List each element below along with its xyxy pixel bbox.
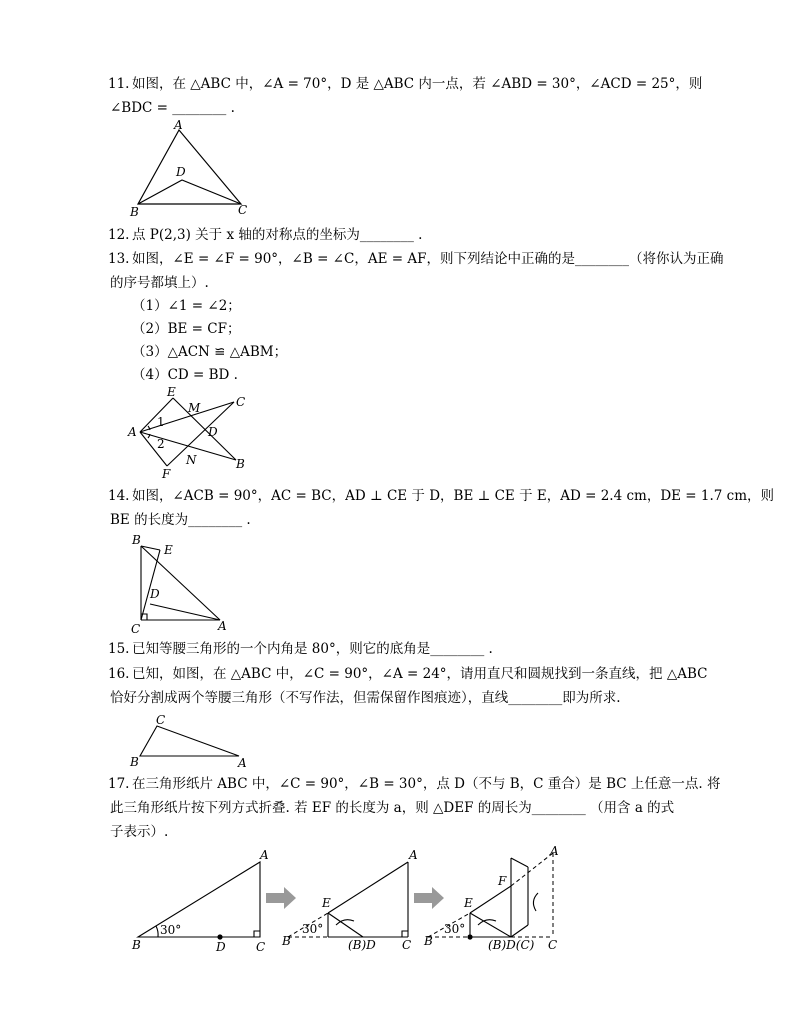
figure-q17-folding [128,845,668,957]
question-text: 子表示）. [110,824,169,840]
label-A: A [174,118,183,132]
question-text: 点 P(2,3) 关于 x 轴的对称点的坐标为________ . [132,227,423,243]
question-number: 17. [108,776,130,792]
label-A: A [218,619,227,633]
question-text: 在三角形纸片 ABC 中，∠C = 90°，∠B = 30°，点 D（不与 B，C 重合）是 BC 上任意一点. 将 [132,776,721,792]
label-angle: 30° [160,923,182,937]
question-text: 已知，如图，在 △ABC 中，∠C = 90°，∠A = 24°，请用直尺和圆规找到一条直线，把 △ABC [132,666,708,682]
question-text: 如图，∠ACB = 90°，AC = BC，AD ⊥ CE 于 D，BE ⊥ CE 于 E，AD = 2.4 cm，DE = 1.7 cm，则 [132,488,775,504]
label-C: C [402,938,412,952]
question-number: 15. [108,641,130,657]
label-B: B [236,457,245,471]
label-A: A [409,848,418,862]
option-1: （1）∠1 = ∠2； [132,298,241,314]
arrow-right-icon [414,887,444,909]
label-A: A [550,845,559,858]
label-angle: 30° [302,922,324,936]
figure-q11-triangle [128,118,258,220]
label-angle-2: 2 [157,437,165,451]
label-D: D [176,165,186,179]
label-A: A [260,848,269,862]
option-2: （2）BE = CF； [132,321,241,337]
label-D: D [216,940,226,954]
label-B: B [130,755,139,769]
label-E: E [464,896,473,910]
label-B: B [424,934,433,948]
label-E: E [167,385,176,399]
label-B: B [132,533,141,547]
label-N: N [186,453,197,467]
label-B: B [282,934,291,948]
label-BDC: (B)D(C) [488,938,535,952]
label-E: E [322,896,331,910]
question-number: 12. [108,227,130,243]
question-text: 如图，∠E = ∠F = 90°，∠B = ∠C，AE = AF，则下列结论中正确的是________（将你认为正确 [132,251,724,267]
label-E: E [164,543,173,557]
label-M: M [188,401,201,415]
label-B: B [130,205,139,219]
question-number: 16. [108,666,130,682]
figure-q13 [126,384,258,480]
question-number: 13. [108,251,130,267]
label-A: A [128,425,137,439]
option-3: （3）△ACN ≌ △ABM； [132,344,288,360]
question-number: 14. [108,488,130,504]
question-text: 此三角形纸片按下列方式折叠. 若 EF 的长度为 a，则 △DEF 的周长为________ （用含 a 的式 [110,800,675,816]
label-C: C [238,203,248,217]
figure-q16 [128,712,254,770]
label-angle: 30° [444,922,466,936]
label-C: C [256,940,266,954]
question-text: BE 的长度为________ . [110,512,251,528]
label-D: D [208,425,218,439]
label-F: F [498,874,507,888]
option-4: （4）CD = BD . [132,367,238,383]
label-C: C [131,622,141,636]
label-C: C [156,713,166,727]
question-text: 已知等腰三角形的一个内角是 80°，则它的底角是________ . [132,641,493,657]
label-C: C [236,395,246,409]
question-text: 的序号都填上）. [110,275,209,291]
label-BD: (B)D [348,938,376,952]
question-text: ∠BDC = ________ . [110,100,235,116]
label-F: F [162,467,171,480]
label-B: B [132,938,141,952]
label-angle-1: 1 [157,415,165,429]
figure-q14 [128,532,238,636]
question-text: 恰好分割成两个等腰三角形（不写作法，但需保留作图痕迹），直线________即为所求. [110,690,621,706]
label-A: A [238,756,247,770]
label-D: D [150,587,160,601]
label-C: C [548,938,558,952]
arrow-right-icon [266,887,296,909]
question-text: 如图，在 △ABC 中，∠A = 70°，D 是 △ABC 内一点，若 ∠ABD = 30°，∠ACD = 25°，则 [132,76,703,92]
question-number: 11. [108,76,130,92]
